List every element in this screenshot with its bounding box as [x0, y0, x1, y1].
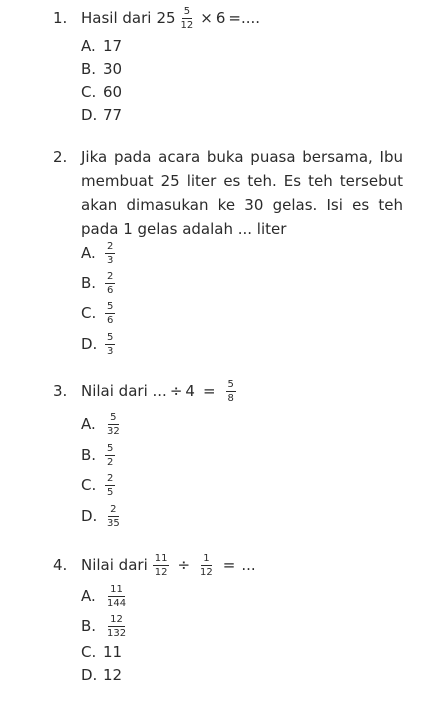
option-c[interactable]	[81, 81, 122, 103]
option-value: 17	[103, 37, 123, 55]
option-letter: A.	[81, 587, 96, 605]
denominator: 32	[107, 425, 120, 437]
option-letter: B.	[81, 617, 97, 635]
question-stem	[81, 552, 403, 578]
denominator: 5	[107, 486, 114, 498]
question-number: 2.	[53, 148, 68, 166]
option-letter: D.	[81, 666, 98, 684]
numerator: 5	[107, 300, 114, 312]
option-letter: C.	[81, 304, 97, 322]
option-letter: B.	[81, 60, 97, 78]
option-d[interactable]	[81, 664, 122, 686]
option-b[interactable]	[81, 442, 117, 468]
option-a[interactable]	[81, 35, 122, 57]
denominator: 3	[107, 345, 114, 357]
option-letter: D.	[81, 335, 98, 353]
option-fraction	[105, 473, 115, 498]
option-fraction	[105, 412, 122, 437]
numerator: 11	[110, 583, 123, 595]
operand: 6	[215, 9, 226, 27]
option-letter: D.	[81, 507, 98, 525]
fraction-b	[198, 553, 215, 578]
stem-line: Jika pada acara buka puasa bersama, Ibu	[81, 148, 403, 166]
option-d[interactable]	[81, 104, 122, 126]
option-letter: B.	[81, 446, 97, 464]
denominator: 12	[154, 566, 168, 578]
answer-fraction	[226, 379, 236, 404]
question-stem	[81, 5, 403, 31]
fraction-a	[153, 553, 170, 578]
denominator: 132	[107, 627, 127, 639]
option-letter: A.	[81, 37, 96, 55]
equals-sign: =	[202, 382, 216, 400]
option-b[interactable]	[81, 58, 122, 80]
option-fraction	[105, 504, 122, 529]
option-value: 77	[103, 106, 123, 124]
option-fraction	[105, 241, 115, 266]
option-b[interactable]	[81, 270, 117, 296]
option-d[interactable]	[81, 331, 117, 357]
option-value: 30	[103, 60, 123, 78]
question-number: 1.	[53, 9, 68, 27]
divide-sign: ÷	[169, 382, 183, 400]
denominator: 2	[107, 456, 114, 468]
numerator: 5	[227, 378, 234, 390]
stem-text: Nilai dari	[81, 556, 148, 574]
question-stem	[81, 145, 403, 241]
option-fraction	[105, 443, 115, 468]
mixed-whole: 25	[156, 9, 176, 27]
denominator: 3	[107, 254, 114, 266]
question-stem	[81, 378, 403, 404]
option-letter: A.	[81, 244, 96, 262]
numerator: 5	[110, 411, 117, 423]
option-c[interactable]	[81, 300, 117, 326]
numerator: 2	[110, 503, 117, 515]
option-letter: B.	[81, 274, 97, 292]
option-b[interactable]	[81, 613, 130, 639]
option-a[interactable]	[81, 240, 117, 266]
fraction	[179, 6, 196, 31]
question-number: 3.	[53, 382, 68, 400]
option-fraction	[105, 584, 128, 609]
equals-sign: =	[222, 556, 236, 574]
option-fraction	[105, 332, 115, 357]
numerator: 11	[154, 552, 168, 564]
option-letter: C.	[81, 83, 97, 101]
option-c[interactable]	[81, 472, 117, 498]
option-value: 12	[103, 666, 123, 684]
numerator: 5	[107, 331, 114, 343]
stem-text: Nilai dari ...	[81, 382, 167, 400]
option-value: 11	[103, 643, 123, 661]
option-letter: A.	[81, 415, 96, 433]
stem-line: akan dimasukan ke 30 gelas. Isi es teh	[81, 196, 403, 214]
option-letter: D.	[81, 106, 98, 124]
denominator: 12	[200, 566, 213, 578]
option-letter: C.	[81, 643, 97, 661]
denominator: 35	[107, 517, 120, 529]
denominator: 6	[107, 314, 114, 326]
multiply-sign: ×	[200, 9, 213, 27]
option-letter: C.	[81, 476, 97, 494]
option-c[interactable]	[81, 641, 122, 663]
divide-sign: ÷	[177, 556, 191, 574]
option-d[interactable]	[81, 503, 124, 529]
stem-line: membuat 25 liter es teh. Es teh tersebut	[81, 172, 403, 190]
question-number: 4.	[53, 556, 68, 574]
stem-line: pada 1 gelas adalah ... liter	[81, 220, 287, 238]
numerator: 2	[107, 270, 114, 282]
numerator: 12	[110, 613, 123, 625]
option-fraction	[105, 614, 128, 639]
numerator: 2	[107, 240, 114, 252]
operand: 4	[185, 382, 195, 400]
numerator: 5	[183, 5, 191, 17]
numerator: 2	[107, 472, 114, 484]
option-a[interactable]	[81, 411, 124, 437]
ellipsis: ...	[241, 556, 256, 574]
option-fraction	[105, 271, 115, 296]
denominator: 12	[180, 19, 194, 31]
equals-dots: =....	[228, 9, 261, 27]
denominator: 8	[227, 392, 234, 404]
option-a[interactable]	[81, 583, 130, 609]
numerator: 1	[203, 552, 210, 564]
stem-text: Hasil dari	[81, 9, 152, 27]
denominator: 144	[107, 597, 127, 609]
denominator: 6	[107, 284, 114, 296]
numerator: 5	[107, 442, 114, 454]
option-value: 60	[103, 83, 123, 101]
option-fraction	[105, 301, 115, 326]
